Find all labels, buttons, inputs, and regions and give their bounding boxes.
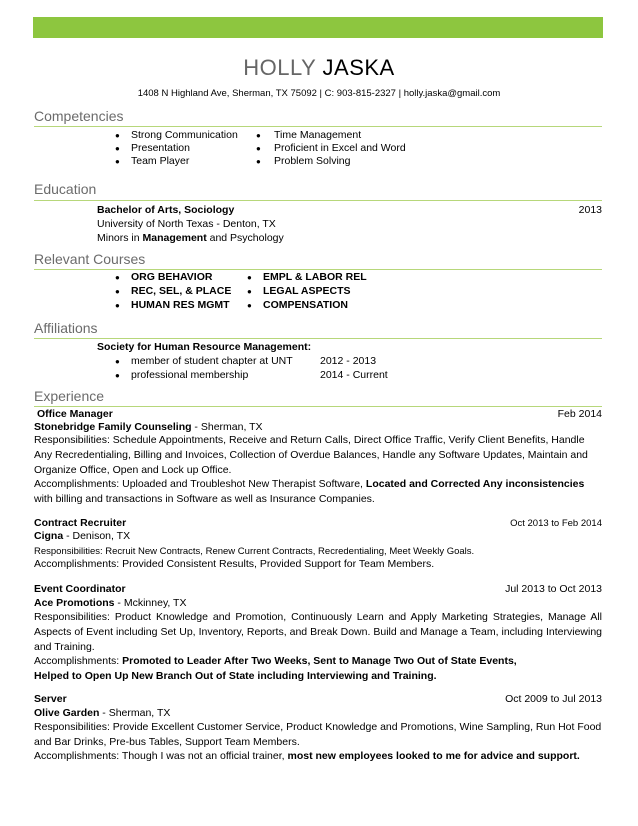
job-date: Feb 2014 bbox=[557, 408, 602, 420]
bullet-icon: ● bbox=[115, 144, 120, 153]
section-title-affiliations: Affiliations bbox=[34, 320, 98, 336]
contact-line: 1408 N Highland Ave, Sherman, TX 75092 | C: 903-815-2327 | holly.jaska@gmail.com bbox=[137, 88, 501, 99]
bullet-icon: ● bbox=[247, 287, 252, 296]
first-name: HOLLY bbox=[243, 55, 316, 80]
section-divider bbox=[34, 338, 602, 339]
section-title-experience: Experience bbox=[34, 388, 105, 404]
job-accomplishments bbox=[34, 477, 602, 507]
affiliation-dates: 2012 - 2013 bbox=[320, 355, 377, 367]
job-date: Jul 2013 to Oct 2013 bbox=[505, 583, 602, 595]
section-title-competencies: Competencies bbox=[34, 108, 124, 124]
affiliation-org: Society for Human Resource Management: bbox=[97, 341, 312, 353]
competency-item: Problem Solving bbox=[274, 155, 351, 167]
acc-prefix: Accomplishments: bbox=[34, 655, 123, 667]
acc-bold: Promoted to Leader After Two Weeks, Sent to Manage Two Out of State Events, Helped to Open Up New Branch Out of State including Interviewing and Training. bbox=[34, 655, 517, 682]
course-item: COMPENSATION bbox=[263, 299, 348, 311]
bullet-icon: ● bbox=[256, 131, 261, 140]
school: University of North Texas - Denton, TX bbox=[97, 218, 276, 230]
competency-item: Strong Communication bbox=[131, 129, 238, 141]
acc-prefix: Accomplishments: Provided Consistent Results, Provided Support for Team Members. bbox=[34, 558, 435, 570]
job-title: Server bbox=[34, 693, 67, 705]
course-item: REC, SEL, & PLACE bbox=[131, 285, 232, 297]
course-item: ORG BEHAVIOR bbox=[131, 271, 213, 283]
job-date: Oct 2013 to Feb 2014 bbox=[510, 518, 602, 529]
job-date: Oct 2009 to Jul 2013 bbox=[505, 693, 602, 705]
degree: Bachelor of Arts, Sociology bbox=[97, 204, 235, 216]
section-divider bbox=[34, 200, 602, 201]
affiliation-dates: 2014 - Current bbox=[320, 369, 388, 381]
section-title-education: Education bbox=[34, 181, 97, 197]
job-location: - Sherman, TX bbox=[191, 421, 263, 433]
section-divider bbox=[34, 126, 602, 127]
job-company: Cigna bbox=[34, 530, 64, 542]
minors bbox=[97, 232, 284, 245]
bullet-icon: ● bbox=[115, 287, 120, 296]
competency-item: Proficient in Excel and Word bbox=[274, 142, 406, 154]
bullet-icon: ● bbox=[115, 371, 120, 380]
competency-item: Time Management bbox=[274, 129, 362, 141]
minors-suffix: and Psychology bbox=[206, 232, 284, 244]
education-year: 2013 bbox=[578, 204, 602, 216]
job-location: - Denison, TX bbox=[63, 530, 131, 542]
job-responsibilities: Responsibilities: Schedule Appointments, Receive and Return Calls, Direct Office Traffic, Verify Client Benefits, Handle Any Recredentialing, Billing and Invoices, Collection of Overdue Balances, Handle any Software Updates, Maintain and Organize Office, Open and Lock up Office. bbox=[34, 434, 588, 476]
competency-item: Team Player bbox=[131, 155, 190, 167]
acc-bold: most new employees looked to me for advice and support. bbox=[287, 750, 580, 762]
job-title: Event Coordinator bbox=[34, 583, 126, 595]
job-company-line bbox=[34, 707, 170, 720]
header-accent-bar bbox=[33, 17, 603, 38]
bullet-icon: ● bbox=[256, 144, 261, 153]
candidate-name bbox=[0, 55, 638, 81]
job-title: Contract Recruiter bbox=[34, 517, 127, 529]
bullet-icon: ● bbox=[115, 301, 120, 310]
last-name: JASKA bbox=[322, 55, 395, 80]
competency-item: Presentation bbox=[131, 142, 190, 154]
acc-suffix: with billing and transactions in Software as well as Insurance Companies. bbox=[34, 493, 375, 505]
course-item: EMPL & LABOR REL bbox=[263, 271, 367, 283]
course-item: HUMAN RES MGMT bbox=[131, 299, 230, 311]
bullet-icon: ● bbox=[115, 157, 120, 166]
acc-bold: Located and Corrected Any inconsistencies bbox=[365, 478, 585, 490]
bullet-icon: ● bbox=[115, 131, 120, 140]
job-responsibilities: Responsibilities: Provide Excellent Customer Service, Product Knowledge and Promotions, Wine Sampling, Run Hot Food and Bar Drinks, Pre-bus Tables, Support Team Members. bbox=[34, 721, 602, 748]
acc-prefix: Accomplishments: Though I was not an official trainer, bbox=[34, 750, 288, 762]
bullet-icon: ● bbox=[256, 157, 261, 166]
bullet-icon: ● bbox=[115, 273, 120, 282]
job-company-line bbox=[34, 597, 186, 610]
bullet-icon: ● bbox=[247, 301, 252, 310]
section-title-courses: Relevant Courses bbox=[34, 251, 146, 267]
acc-prefix: Accomplishments: Uploaded and Troubleshot New Therapist Software, bbox=[34, 478, 366, 490]
job-location: - Mckinney, TX bbox=[114, 597, 187, 609]
job-accomplishments bbox=[34, 557, 602, 572]
bullet-icon: ● bbox=[115, 357, 120, 366]
job-accomplishments bbox=[34, 654, 554, 684]
job-title: Office Manager bbox=[37, 408, 113, 420]
job-company: Stonebridge Family Counseling bbox=[34, 421, 192, 433]
bullet-icon: ● bbox=[247, 273, 252, 282]
job-responsibilities: Responsibilities: Product Knowledge and Promotion, Continuously Learn and Apply Marketing Strategies, Manage All Aspects of Event including Set Up, Inventory, Reports, and Break Down. Build and Manage a Team, including Interviewing and Training. bbox=[34, 611, 602, 653]
affiliation-item: professional membership bbox=[131, 369, 249, 381]
minors-prefix: Minors in bbox=[97, 232, 143, 244]
affiliation-item: member of student chapter at UNT bbox=[131, 355, 293, 367]
section-divider bbox=[34, 269, 602, 270]
job-location: - Sherman, TX bbox=[99, 707, 171, 719]
job-company: Olive Garden bbox=[34, 707, 100, 719]
job-company: Ace Promotions bbox=[34, 597, 115, 609]
job-accomplishments bbox=[34, 749, 602, 764]
job-responsibilities: Responsibilities: Recruit New Contracts, Renew Current Contracts, Recredentialing, Meet Weekly Goals. bbox=[34, 546, 475, 557]
section-divider bbox=[34, 406, 602, 407]
minors-bold: Management bbox=[142, 232, 207, 244]
course-item: LEGAL ASPECTS bbox=[263, 285, 351, 297]
job-company-line bbox=[34, 530, 130, 543]
